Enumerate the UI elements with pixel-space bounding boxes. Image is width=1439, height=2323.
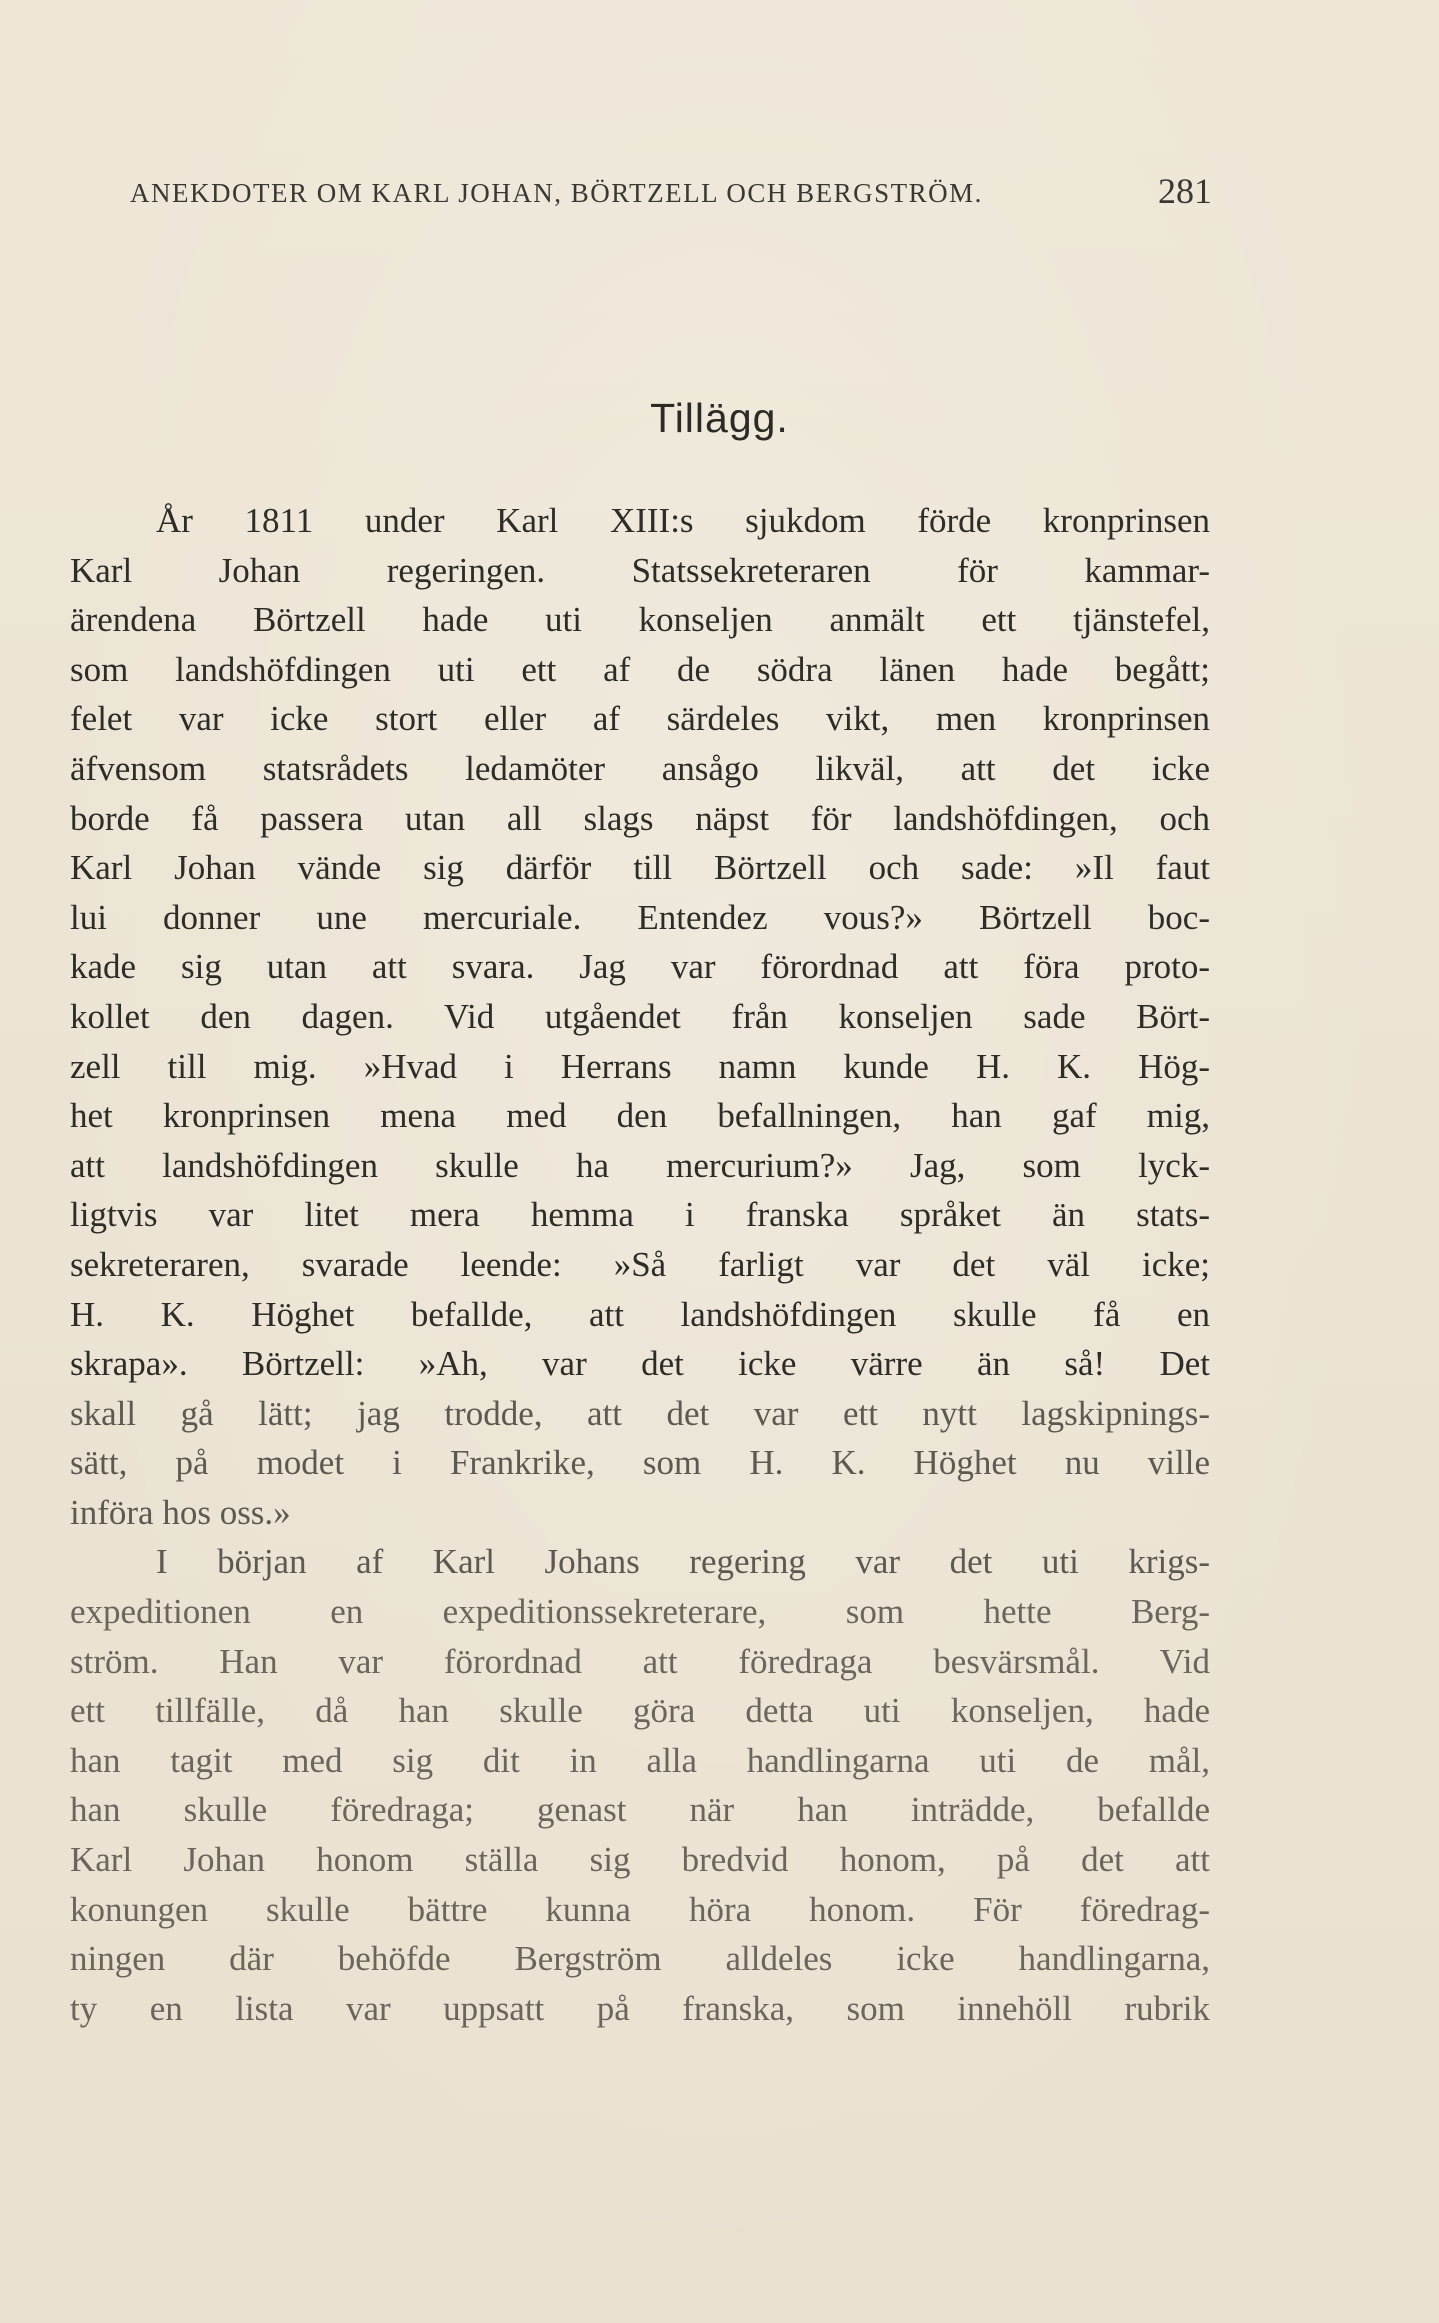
text-line: konungen skulle bättre kunna höra honom. För föredrag-	[70, 1889, 1210, 1929]
text-line: lui donner une mercuriale. Entendez vous?» Börtzell boc-	[70, 897, 1210, 937]
text-line: skall gå lätt; jag trodde, att det var ett nytt lagskipnings-	[70, 1393, 1210, 1433]
text-line: het kronprinsen mena med den befallningen, han gaf mig,	[70, 1096, 1210, 1136]
text-line: han skulle föredraga; genast när han inträdde, befallde	[70, 1790, 1210, 1830]
text-line: År 1811 under Karl XIII:s sjukdom förde kronprinsen	[156, 501, 1210, 540]
text-line: att landshöfdingen skulle ha mercurium?» Jag, som lyck-	[70, 1145, 1210, 1185]
text-line: ett tillfälle, då han skulle göra detta uti konseljen, hade	[70, 1691, 1210, 1731]
text-line: sätt, på modet i Frankrike, som H. K. Höghet nu ville	[70, 1443, 1210, 1483]
text-line: införa hos oss.»	[70, 1492, 291, 1532]
text-line: kade sig utan att svara. Jag var förordnad att föra proto-	[70, 947, 1210, 987]
running-head	[130, 168, 1212, 216]
text-line: zell till mig. »Hvad i Herrans namn kunde H. K. Hög-	[70, 1046, 1210, 1086]
text-line: kollet den dagen. Vid utgåendet från konseljen sade Bört-	[70, 996, 1210, 1036]
text-line: sekreteraren, svarade leende: »Så farligt var det väl icke;	[70, 1244, 1210, 1284]
text-line: han tagit med sig dit in alla handlingarna uti de mål,	[70, 1740, 1210, 1780]
section-title: Tillägg.	[650, 395, 789, 441]
text-line: äfvensom statsrådets ledamöter ansågo likväl, att det icke	[70, 748, 1210, 788]
text-line: ty en lista var uppsatt på franska, som innehöll rubrik	[70, 1988, 1210, 2028]
text-line: skrapa». Börtzell: »Ah, var det icke värre än så! Det	[70, 1344, 1210, 1384]
text-line: Karl Johan honom ställa sig bredvid honom, på det att	[70, 1840, 1210, 1880]
text-line: H. K. Höghet befallde, att landshöfdingen skulle få en	[70, 1294, 1210, 1334]
text-line: ligtvis var litet mera hemma i franska språket än stats-	[70, 1195, 1210, 1235]
text-line: borde få passera utan all slags näpst för landshöfdingen, och	[70, 798, 1210, 838]
text-line: Karl Johan vände sig därför till Börtzell och sade: »Il faut	[70, 848, 1210, 888]
text-line: Karl Johan regeringen. Statssekreteraren för kammar-	[70, 550, 1210, 590]
text-line: ärendena Börtzell hade uti konseljen anmält ett tjänstefel,	[70, 600, 1210, 640]
text-line: expeditionen en expeditionssekreterare, som hette Berg-	[70, 1592, 1210, 1632]
text-line: som landshöfdingen uti ett af de södra länen hade begått;	[70, 649, 1210, 689]
text-line: felet var icke stort eller af särdeles vikt, men kronprinsen	[70, 699, 1210, 739]
text-line: ström. Han var förordnad att föredraga besvärsmål. Vid	[70, 1641, 1210, 1681]
running-title: ANEKDOTER OM KARL JOHAN, BÖRTZELL OCH BERGSTRÖM.	[130, 178, 983, 208]
text-line: I början af Karl Johans regering var det uti krigs-	[156, 1542, 1210, 1582]
page-number: 281	[1158, 171, 1212, 211]
body-text	[70, 496, 1210, 2033]
text-line: ningen där behöfde Bergström alldeles icke handlingarna,	[70, 1939, 1210, 1979]
